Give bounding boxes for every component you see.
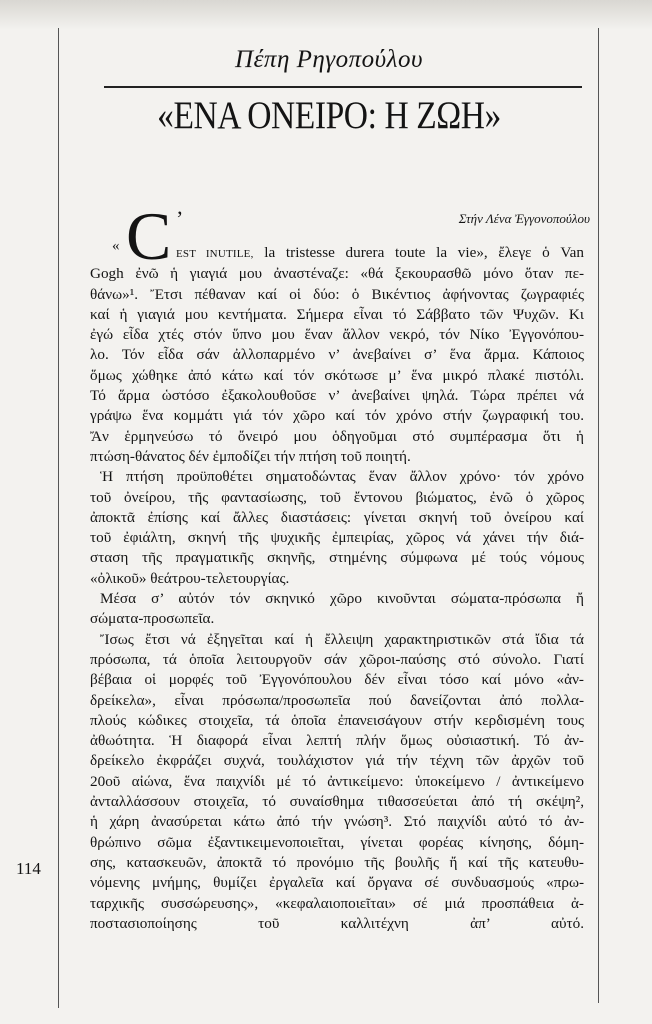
opening-quote-mark: « [112, 238, 120, 254]
page-top-edge [0, 0, 652, 30]
first-line-rest: la tristesse durera toute la vie», ἔλεγε ὁ Van [253, 244, 584, 261]
body-line: πρόσωπα, τά ὁποῖα λειτουργοῦν σάν χῶροι-παύσης στό σύνολο. Γιατί [90, 650, 584, 668]
article-body [90, 243, 584, 934]
body-line: βέβαια οἱ μορφές τοῦ Ἐγγονόπουλου δέν εἶναι τόσο καί μόνο «ἀν- [90, 671, 584, 689]
body-line: θάνω»¹. Ἔτσι πέθαναν καί οἱ δύο: ὁ Βικέντιος ἀφήνοντας ζωγραφιές [90, 285, 584, 303]
body-line: σταση τῆς πραγματικῆς σκηνῆς, στημένης σύμφωνα μέ τούς νόμους [90, 549, 584, 567]
body-line: 20οῦ αἰώνα, ἕνα παιχνίδι μέ τό ἀντικείμενο: ὑποκείμενο / ἀντικείμενο [90, 772, 584, 790]
body-line: Ἴσως ἔτσι νά ἐξηγεῖται καί ἡ ἔλλειψη χαρακτηριστικῶν στά ἴδια τά [100, 630, 584, 648]
drop-cap-apostrophe: ’ [176, 206, 184, 231]
body-line: πτώση-θάνατος δέν ἐμποδίζει τήν πτήση τοῦ ποιητή. [90, 447, 411, 465]
author-name: Πέπη Ρηγοπούλου [235, 46, 423, 73]
body-line: λο. Τόν εἶδα σάν ἀλλοπαρμένο ν’ ἀνεβαίνει σ’ ἕνα ἅρμα. Κάποιος [90, 346, 584, 364]
header-rule [104, 86, 582, 88]
right-margin-rule [598, 28, 599, 1003]
body-line: ἀνταλλάσσουν στοιχεῖα, τό συναίσθημα τιθασσεύεται ἀπό τή σκέψη², [90, 793, 584, 811]
body-lines [90, 264, 584, 934]
body-line: Gogh ἐνῶ ἡ γιαγιά μου ἀναστέναζε: «θά ξεκουρασθῶ μόνο ὅταν πε- [90, 265, 584, 283]
body-line: Μέσα σ’ αὐτόν τόν σκηνικό χῶρο κινοῦνται σώματα-πρόσωπα ἤ [100, 590, 584, 608]
body-line: πλούς κώδικες στοιχεῖα, τά ὁποῖα ἐπανεισάγουν στήν κερδισμένη τους [90, 711, 584, 729]
body-line: ταρχικῆς συσσώρευσης», «κεφαλαιοποιεῖται» σέ μιά προσπάθεια ἀ- [90, 894, 584, 912]
body-line: ἐγώ εἶδα χτές στόν ὕπνο μου ἕναν ἄλλον νεκρό, τόν Νίκο Ἐγγονόπου- [90, 326, 584, 344]
body-line: τοῦ ἐφιάλτη, σκηνή τῆς ψυχικῆς ἐμπειρίας, χῶρος νά χάνει τήν διά- [90, 529, 584, 547]
body-line: Ἄν ἑρμηνεύσω τό ὄνειρό μου ὁδηγοῦμαι στό συμπέρασμα ὅτι ἡ [90, 427, 584, 445]
body-line: ὅμως χώθηκε ἀπό κάτω καί τόν σκότωσε μ’ ἕνα μικρό πλακέ πιστόλι. [90, 366, 584, 384]
body-line: ποστασιοποίησης τοῦ καλλιτέχνη ἀπ’ αὐτό. [90, 914, 584, 932]
body-line: ἀποκτᾶ ἐπίσης καί ἄλλες διαστάσεις: γίνεται σκηνή τοῦ ὀνείρου καί [90, 508, 584, 526]
body-line: καί ἡ γιαγιά μου κεντήματα. Σήμερα εἶναι τό Σάββατο τῶν Ψυχῶν. Κι [90, 305, 584, 323]
body-line: σώματα-προσωπεῖα. [90, 610, 215, 628]
left-margin-rule [58, 28, 59, 1008]
body-line: Ἡ πτήση προϋποθέτει σηματοδώντας ἕναν ἄλλον χρόνο· τόν χρόνο [100, 468, 584, 486]
body-line: δρείκελα», εἶναι πρόσωπα/προσωπεῖα πού δανείζονται ἀπό πολλα- [90, 691, 584, 709]
body-line: νόμενης μνήμης, θυμίζει ἐργαλεῖα καί ὄργανα σέ συνδυασμούς «πρω- [90, 874, 584, 892]
body-line: δρείκελο ἐκφράζει συχνά, τουλάχιστον γιά τήν τέχνη τῶν ἀρχῶν τοῦ [90, 752, 584, 770]
body-line: τοῦ ὀνείρου, τῆς φαντασίωσης, τοῦ ἔντονου βιώματος, ἐνῶ ὁ χῶρος [90, 488, 584, 506]
drop-cap-letter: C [126, 198, 172, 274]
body-line: Τό ἅρμα ὡστόσο ἐξακολουθοῦσε ν’ ἀνεβαίνει ψηλά. Τώρα πρέπει νά [90, 387, 584, 405]
article-title: «ΕΝΑ ΟΝΕΙΡΟ: Η ΖΩΗ» [157, 94, 501, 137]
smallcaps-opening: EST INUTILE, [176, 248, 254, 260]
body-line: θρώπινο σῶμα ἐξαντικειμενοποιεῖται, γίνεται φορέας κίνησης, δόμη- [90, 833, 584, 851]
body-first-line [90, 243, 584, 264]
body-line: ἀθωότητα. Ἡ διαφορά εἶναι λεπτή πλήν ὅμως οὐσιαστική. Τό ἀν- [90, 732, 584, 750]
body-line: «ὀλικοῦ» θεάτρου-τελετουργίας. [90, 569, 290, 587]
body-line: γράψω ἕνα κομμάτι γιά τόν χῶρο καί τόν χρόνο στήν ζωγραφική του. [90, 407, 584, 425]
body-line: σης, κατασκευῶν, ἀποκτᾶ τό προνόμιο τῆς βουλῆς ἤ καί τῆς κατευθυ- [90, 853, 584, 871]
dedication: Στήν Λένα Ἐγγονοπούλου [458, 211, 590, 226]
page-number: 114 [16, 859, 41, 878]
body-line: ἡ χάρη ἀνασύρεται κάτω ἀπό τήν γνώση³. Στό παιχνίδι αὐτό τό ἀν- [90, 813, 584, 831]
